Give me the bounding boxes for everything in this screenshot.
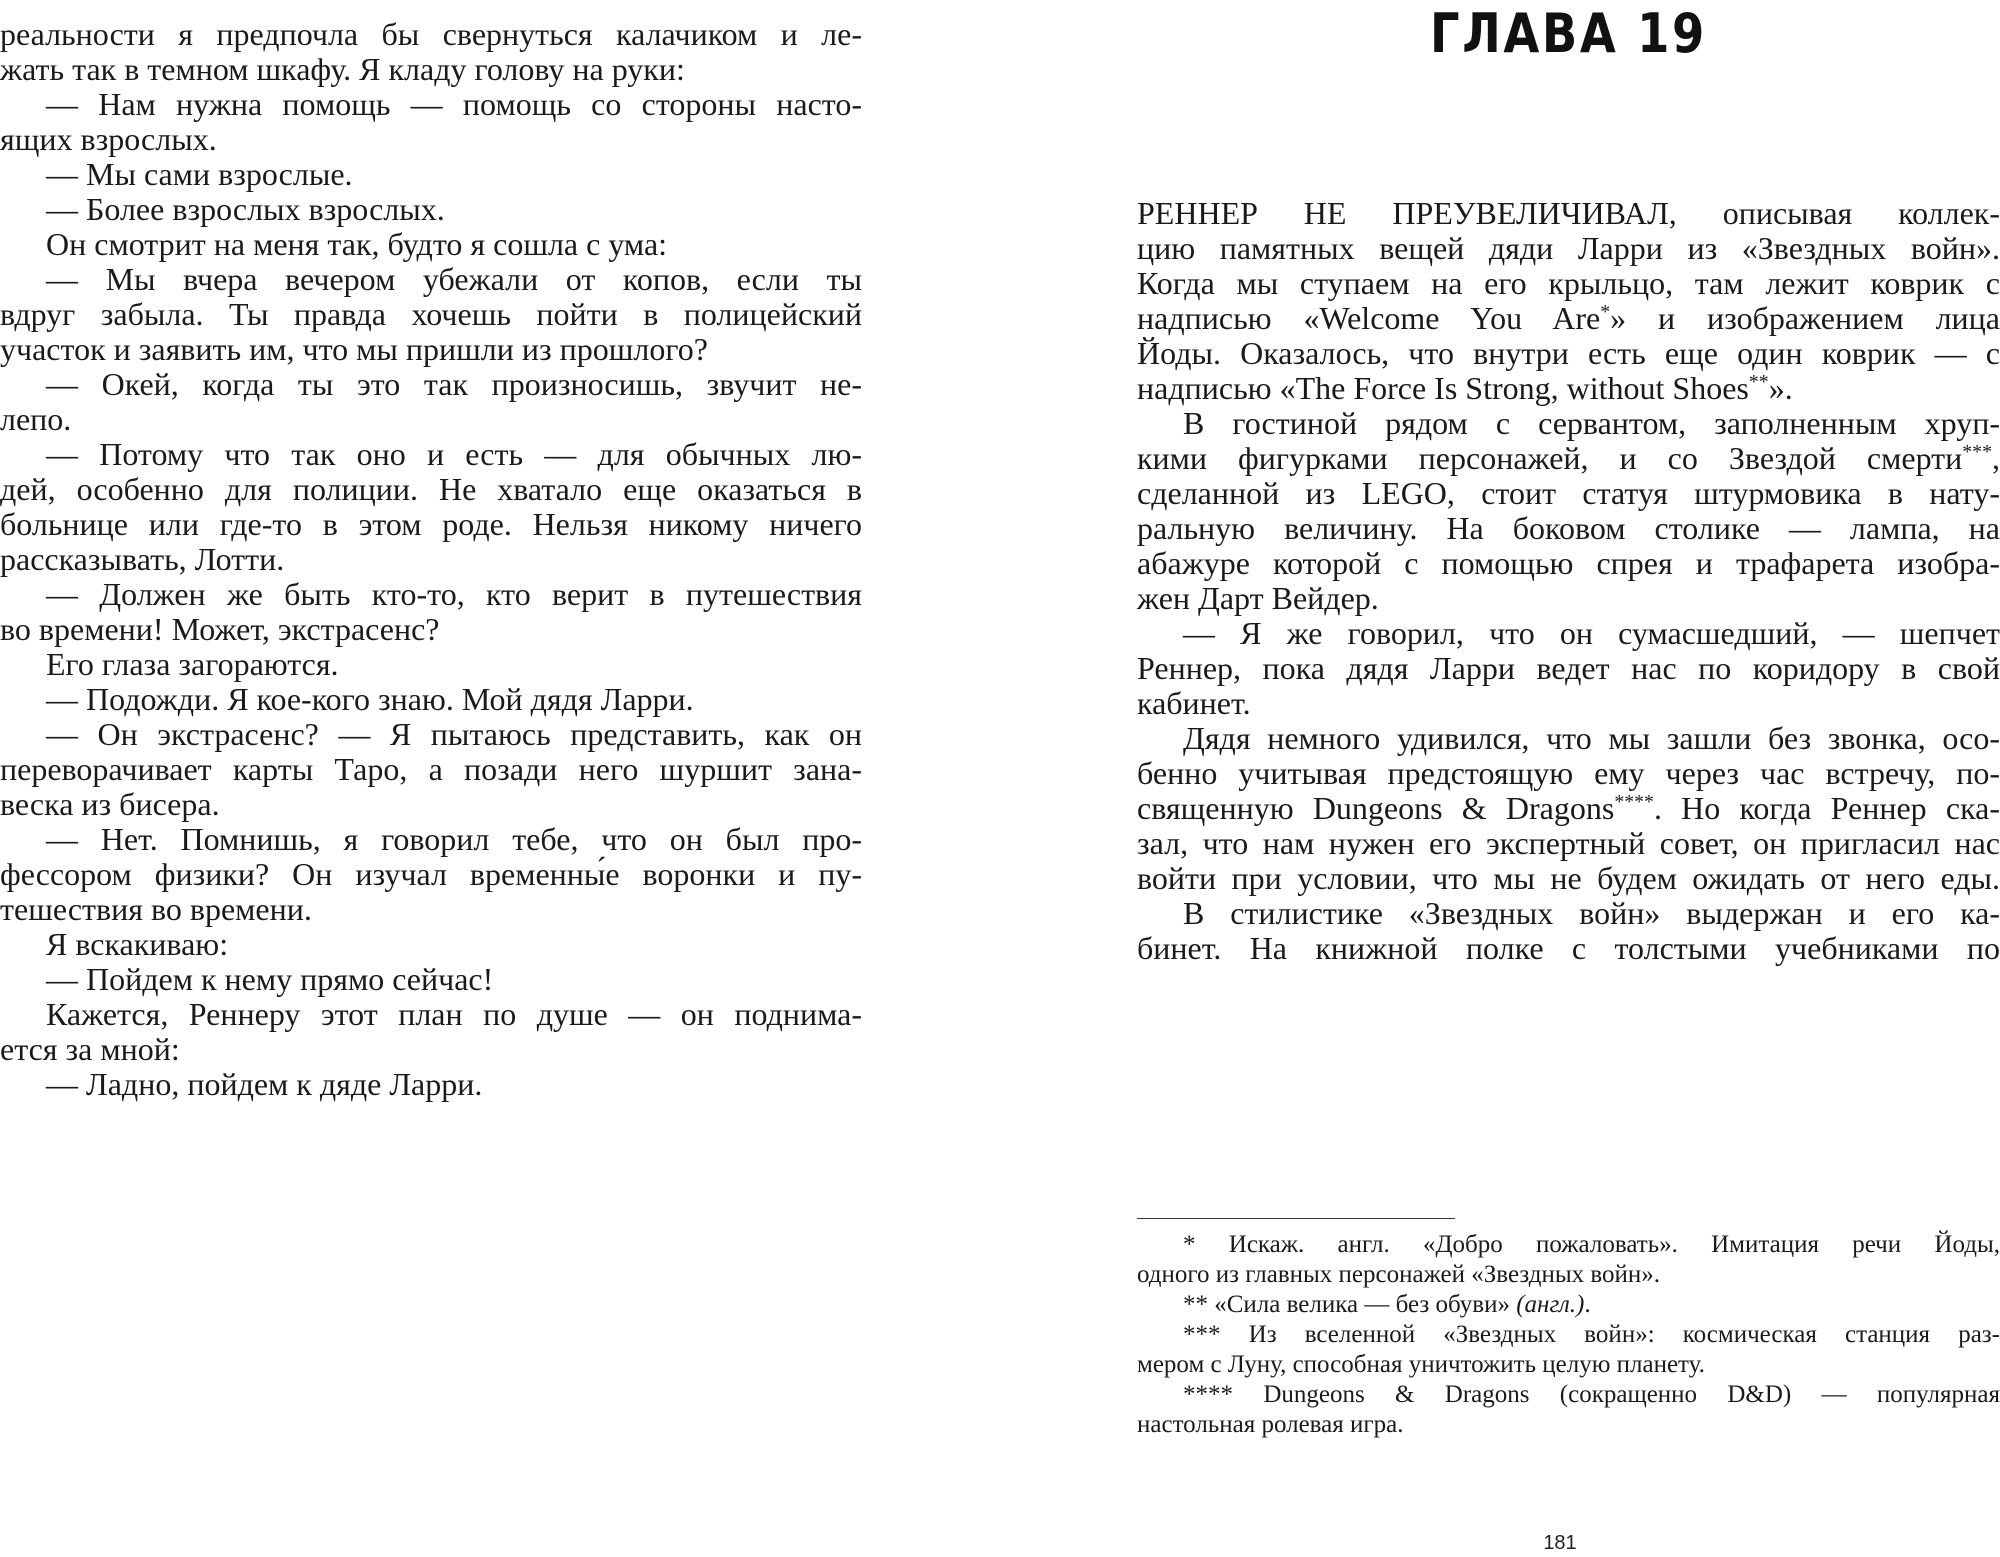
left-line: реальности я предпочла бы свернуться калачиком и ле- — [0, 16, 862, 52]
left-line: Я вскакиваю: — [46, 926, 229, 962]
right-line: кими фигурками персонажей, и со Звездой смерти***, — [1137, 440, 2000, 476]
right-line: надписью «The Force Is Strong, without Shoes**». — [1137, 370, 1793, 406]
right-line: РЕННЕР НЕ ПРЕУВЕЛИЧИВАЛ, описывая коллек- — [1137, 195, 2000, 231]
left-line: больнице или где-то в этом роде. Нельзя никому ничего — [0, 506, 862, 542]
right-line: бинет. На книжной полке с толстыми учебниками по — [1137, 930, 2000, 966]
left-line: — Ладно, пойдем к дяде Ларри. — [46, 1066, 483, 1102]
footnote-line: мером с Луну, способная уничтожить целую планету. — [1137, 1351, 1705, 1378]
left-line: — Нет. Помнишь, я говорил тебе, что он был про- — [46, 821, 862, 857]
left-line: — Нам нужна помощь — помощь со стороны насто- — [46, 86, 862, 122]
footnote-line: * Искаж. англ. «Добро пожаловать». Имитация речи Йоды, — [1183, 1231, 2000, 1258]
right-line: Йоды. Оказалось, что внутри есть еще один коврик — с — [1137, 335, 2000, 371]
left-line: вдруг забыла. Ты правда хочешь пойти в полицейский — [0, 296, 862, 332]
footnote-line: ** «Сила велика — без обуви» (англ.). — [1183, 1291, 1591, 1318]
footnote-line: одного из главных персонажей «Звездных войн». — [1137, 1261, 1661, 1288]
left-line: — Должен же быть кто-то, кто верит в путешествия — [46, 576, 862, 612]
right-line: абажуре которой с помощью спрея и трафарета изобра- — [1137, 545, 2000, 581]
right-line: сделанной из LEGO, стоит статуя штурмовика в нату- — [1137, 475, 2000, 511]
left-line: ящих взрослых. — [0, 121, 217, 157]
left-line: участок и заявить им, что мы пришли из прошлого? — [0, 331, 708, 367]
footnote-line: **** Dungeons & Dragons (сокращенно D&D) — популярная — [1183, 1381, 2000, 1408]
footnote-line: *** Из вселенной «Звездных войн»: космическая станция раз- — [1183, 1321, 2000, 1348]
left-line: Он смотрит на меня так, будто я сошла с ума: — [46, 226, 668, 262]
left-line: жать так в темном шкафу. Я кладу голову на руки: — [0, 51, 685, 87]
right-line: кабинет. — [1137, 685, 1251, 721]
right-line: священную Dungeons & Dragons****. Но когда Реннер ска- — [1137, 790, 2000, 826]
left-line: веска из бисера. — [0, 786, 220, 822]
right-line: зал, что нам нужен его экспертный совет, он пригласил нас — [1137, 825, 2000, 861]
left-line: фессором физики? Он изучал временны́е воронки и пу- — [0, 856, 862, 892]
left-line: тешествия во времени. — [0, 891, 312, 927]
left-line: Его глаза загораются. — [46, 646, 339, 682]
left-line: — Более взрослых взрослых. — [46, 191, 445, 227]
left-line: лепо. — [0, 401, 72, 437]
left-line: переворачивает карты Таро, а позади него шуршит зана- — [0, 751, 862, 787]
right-line: Когда мы ступаем на его крыльцо, там лежит коврик с — [1137, 265, 2000, 301]
left-line: дей, особенно для полиции. Не хватало еще оказаться в — [0, 471, 862, 507]
right-line: В стилистике «Звездных войн» выдержан и его ка- — [1183, 895, 2000, 931]
chapter-title: ГЛАВА 19 — [1430, 2, 1707, 65]
left-line: Кажется, Реннеру этот план по душе — он поднима- — [46, 996, 862, 1032]
left-line: — Пойдем к нему прямо сейчас! — [46, 961, 494, 997]
right-line: — Я же говорил, что он сумасшедший, — шепчет — [1183, 615, 2000, 651]
right-line: жен Дарт Вейдер. — [1137, 580, 1379, 616]
left-line: — Окей, когда ты это так произносишь, звучит не- — [46, 366, 862, 402]
left-line: ется за мной: — [0, 1031, 180, 1067]
right-line: войти при условии, что мы не будем ожидать от него еды. — [1137, 860, 2000, 896]
right-line: В гостиной рядом с сервантом, заполненным хруп- — [1183, 405, 2000, 441]
right-line: надписью «Welcome You Are*» и изображением лица — [1137, 300, 2000, 336]
right-line: цию памятных вещей дяди Ларри из «Звездных войн». — [1137, 230, 2000, 266]
left-line: — Подожди. Я кое-кого знаю. Мой дядя Ларри. — [46, 681, 694, 717]
left-line: — Мы сами взрослые. — [46, 156, 353, 192]
left-line: — Мы вчера вечером убежали от копов, если ты — [46, 261, 862, 297]
right-line: ральную величину. На боковом столике — лампа, на — [1137, 510, 2000, 546]
left-line: — Он экстрасенс? — Я пытаюсь представить, как он — [46, 716, 862, 752]
footnote-divider — [1137, 1218, 1455, 1219]
left-line: рассказывать, Лотти. — [0, 541, 285, 577]
left-line: — Потому что так оно и есть — для обычных лю- — [46, 436, 862, 472]
left-line: во времени! Может, экстрасенс? — [0, 611, 440, 647]
right-line: Дядя немного удивился, что мы зашли без звонка, осо- — [1183, 720, 2000, 756]
page-number: 181 — [1543, 1532, 1577, 1554]
right-line: бенно учитывая предстоящую ему через час встречу, по- — [1137, 755, 2000, 791]
footnote-line: настольная ролевая игра. — [1137, 1411, 1404, 1438]
right-line: Реннер, пока дядя Ларри ведет нас по коридору в свой — [1137, 650, 2000, 686]
